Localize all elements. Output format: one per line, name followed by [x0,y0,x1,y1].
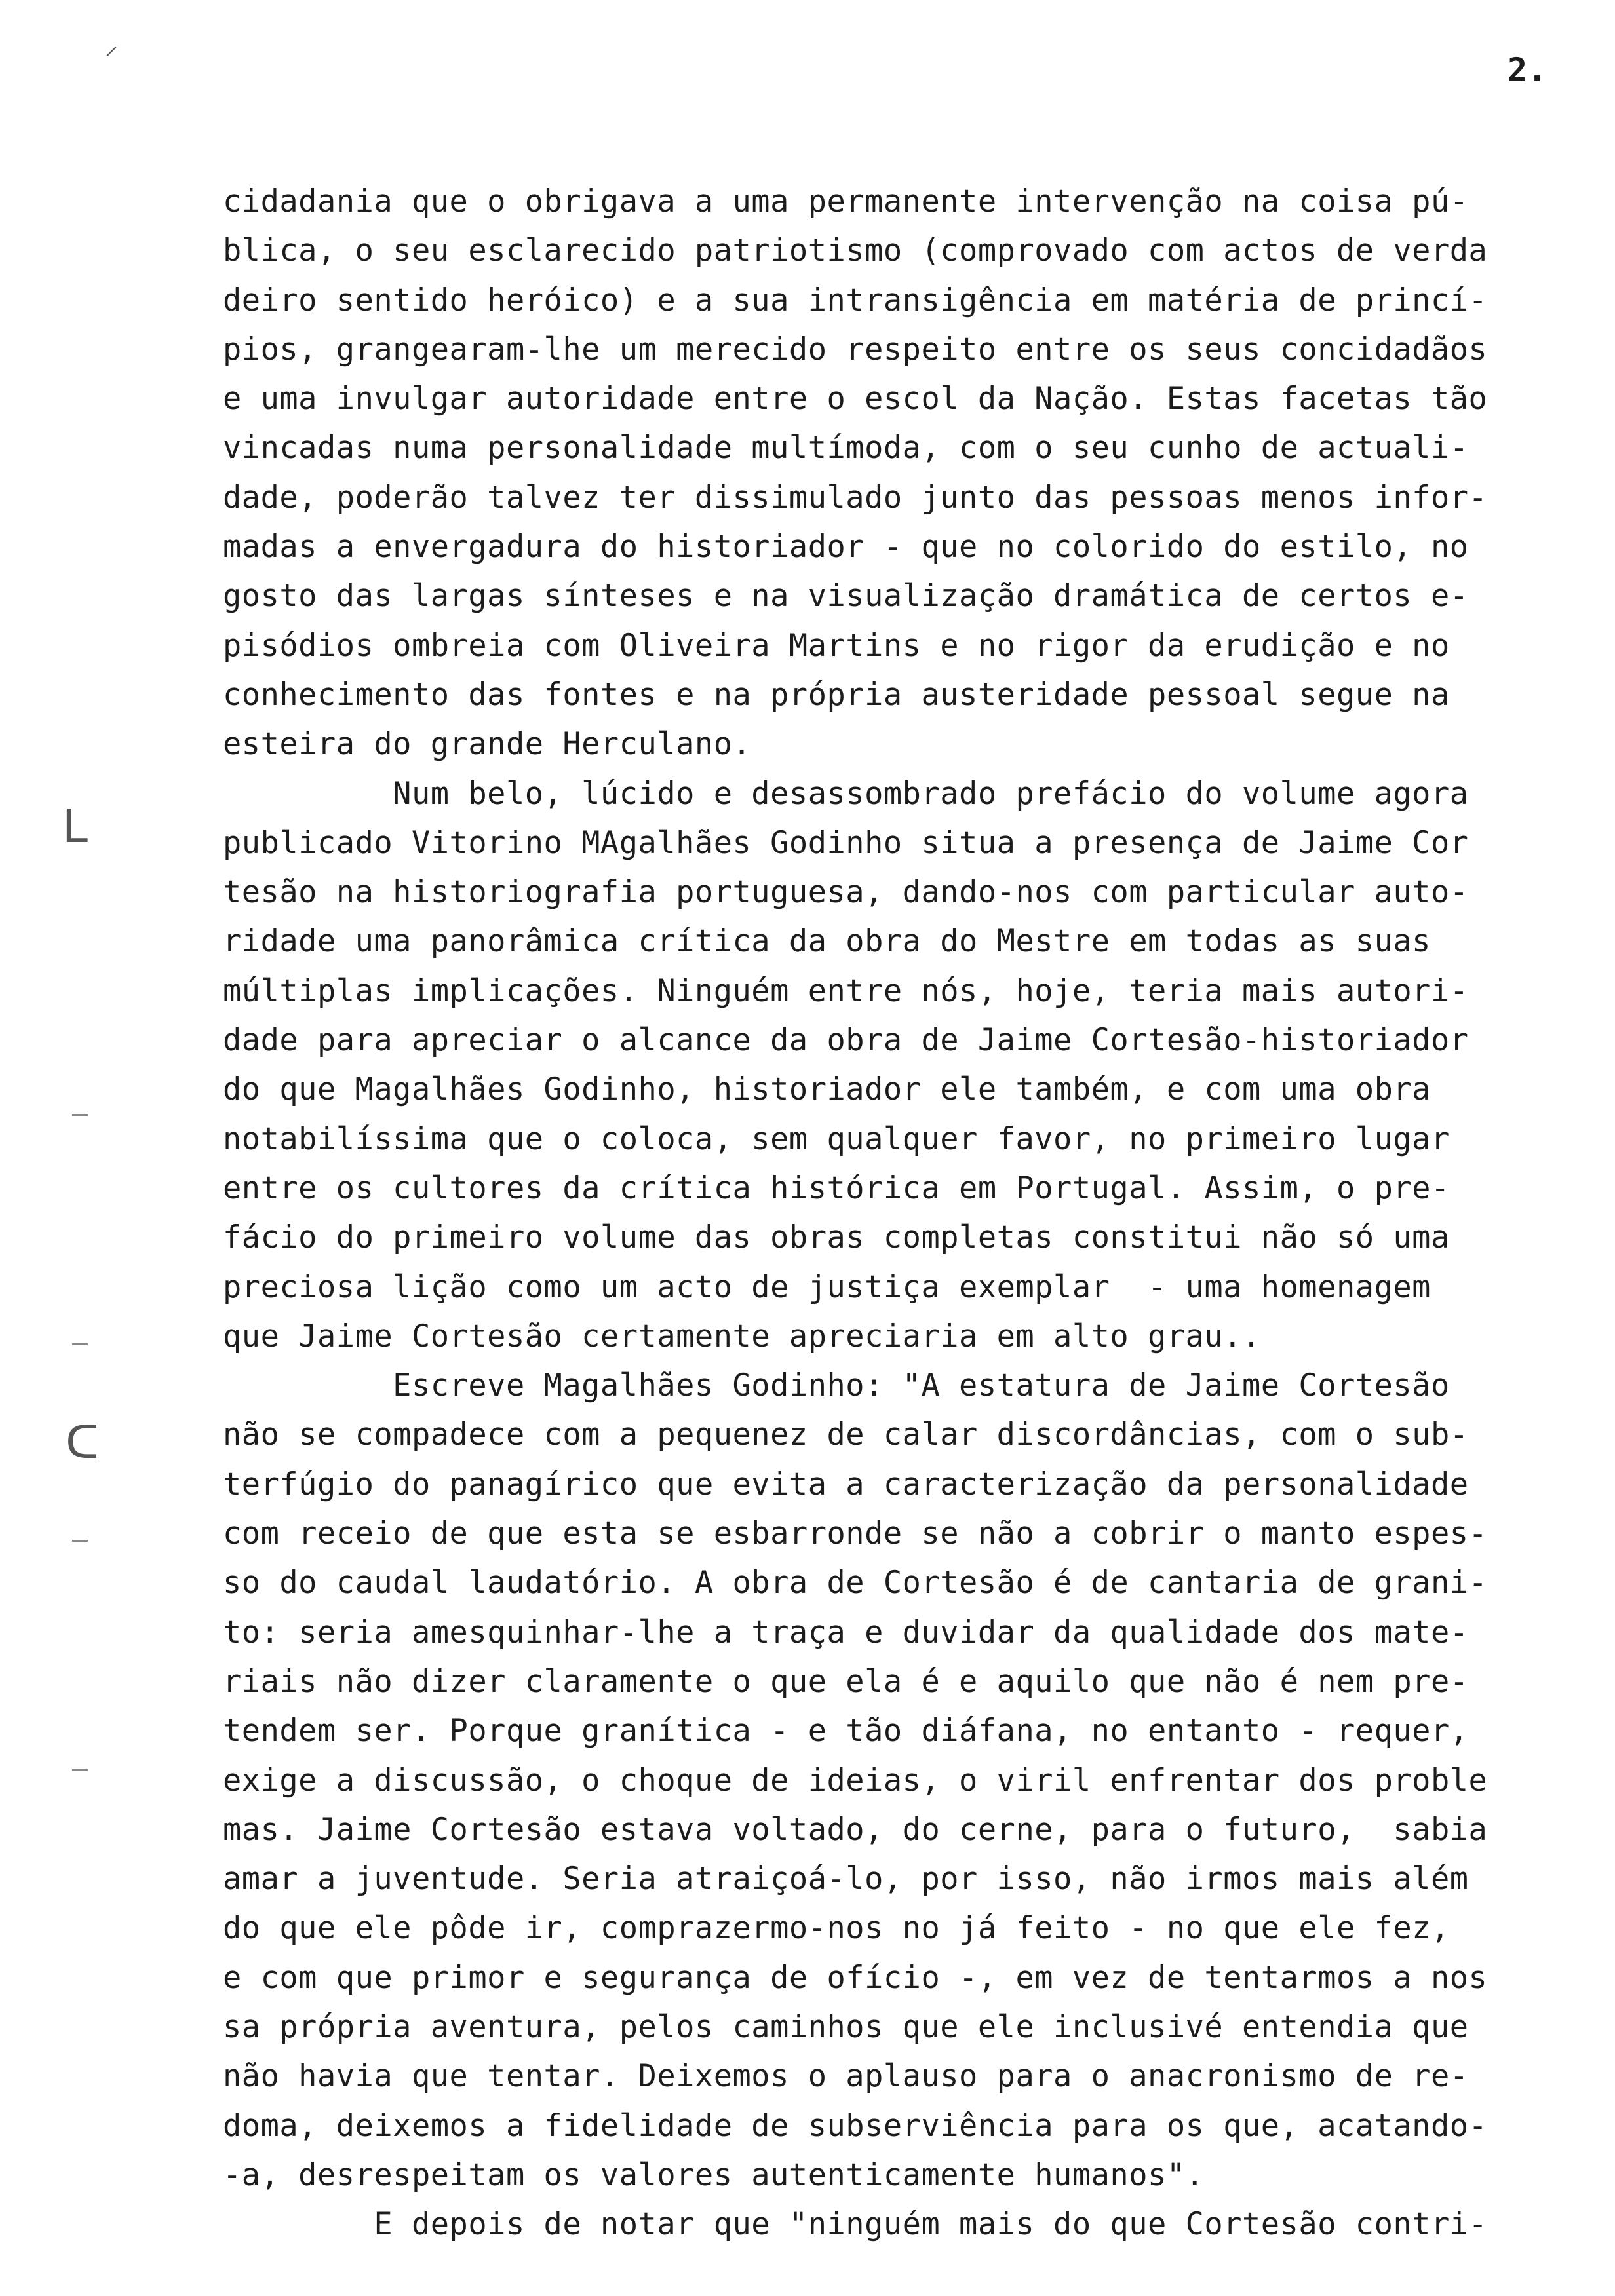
text-line: entre os cultores da crítica histórica em Portugal. Assim, o pre- [223,1170,1450,1206]
text-line: cidadania que o obrigava a uma permanente intervenção na coisa pú- [223,183,1469,220]
page-number: 2. [1508,51,1547,89]
text-line: E depois de notar que "ninguém mais do que Cortesão contri- [223,2206,1488,2243]
text-line: vincadas numa personalidade multímoda, com o seu cunho de actuali- [223,430,1469,467]
text-line: do que Magalhães Godinho, historiador ele também, e com uma obra [223,1071,1431,1108]
text-line: terfúgio do panagírico que evita a caracterização da personalidade [223,1466,1469,1502]
text-line: tendem ser. Porque granítica - e tão diáfana, no entanto - requer, [223,1713,1469,1750]
text-line: tesão na historiografia portuguesa, dando-nos com particular auto- [223,874,1469,911]
text-line: pios, grangearam-lhe um merecido respeito entre os seus concidadãos [223,331,1488,368]
margin-tick [72,1343,88,1345]
text-line: e com que primor e segurança de ofício -, em vez de tentarmos a nos [223,1959,1488,1996]
text-line: notabilíssima que o coloca, sem qualquer favor, no primeiro lugar [223,1120,1450,1157]
text-line: conhecimento das fontes e na própria austeridade pessoal segue na [223,676,1450,713]
text-line: sa própria aventura, pelos caminhos que ele inclusivé entendia que [223,2008,1469,2045]
margin-bracket-mark: ᒪ [62,799,88,853]
text-line: pisódios ombreia com Oliveira Martins e no rigor da erudição e no [223,627,1450,664]
text-line: preciosa lição como um acto de justiça exemplar - uma homenagem [223,1269,1431,1305]
text-line: não havia que tentar. Deixemos o aplauso para o anacronismo de re- [223,2058,1469,2095]
text-line: deiro sentido heróico) e a sua intransigência em matéria de princí- [223,282,1488,318]
text-line: com receio de que esta se esbarronde se não a cobrir o manto espes- [223,1516,1488,1552]
text-line: esteira do grande Herculano. [223,726,752,763]
text-line: amar a juventude. Seria atraiçoá-lo, por isso, não irmos mais além [223,1861,1469,1898]
text-line: exige a discussão, o choque de ideias, o viril enfrentar dos proble [223,1762,1488,1799]
text-line: e uma invulgar autoridade entre o escol da Nação. Estas facetas tão [223,381,1488,417]
text-line: múltiplas implicações. Ninguém entre nós, hoje, teria mais autori- [223,972,1469,1009]
text-line: so do caudal laudatório. A obra de Cortesão é de cantaria de grani- [223,1565,1488,1601]
text-line: madas a envergadura do historiador - que no colorido do estilo, no [223,529,1469,565]
margin-tick [72,1540,88,1542]
margin-tick [72,1769,88,1771]
text-line: não se compadece com a pequenez de calar discordâncias, com o sub- [223,1417,1469,1453]
text-line: Escreve Magalhães Godinho: "A estatura de Jaime Cortesão [223,1368,1450,1404]
text-line: ridade uma panorâmica crítica da obra do Mestre em todas as suas [223,923,1431,960]
text-line: dade para apreciar o alcance da obra de Jaime Cortesão-historiador [223,1022,1469,1059]
text-line: publicado Vitorino MAgalhães Godinho situa a presença de Jaime Cor [223,824,1469,861]
text-line: dade, poderão talvez ter dissimulado junto das pessoas menos infor- [223,479,1488,516]
text-line: que Jaime Cortesão certamente apreciaria em alto grau.. [223,1318,1261,1354]
typewritten-body [223,177,1540,2249]
text-line: fácio do primeiro volume das obras completas constitui não só uma [223,1219,1450,1256]
text-line: gosto das largas sínteses e na visualização dramática de certos e- [223,578,1469,615]
text-line: do que ele pôde ir, comprazermo-nos no já feito - no que ele fez, [223,1910,1450,1947]
text-line: blica, o seu esclarecido patriotismo (comprovado com actos de verda [223,233,1488,269]
margin-tick [72,1114,88,1116]
text-line: doma, deixemos a fidelidade de subserviência para os que, acatando- [223,2107,1488,2144]
text-line: riais não dizer claramente o que ela é e aquilo que não é nem pre- [223,1663,1469,1700]
text-line: mas. Jaime Cortesão estava voltado, do cerne, para o futuro, sabia [223,1811,1488,1848]
text-line: Num belo, lúcido e desassombrado prefácio do volume agora [223,775,1469,812]
margin-bracket-mark: ᑕ [66,1415,100,1469]
text-line: to: seria amesquinhar-lhe a traça e duvidar da qualidade dos mate- [223,1614,1469,1651]
margin-mark: ⸝ [105,31,118,61]
text-line: -a, desrespeitam os valores autenticamente humanos". [223,2156,1205,2193]
